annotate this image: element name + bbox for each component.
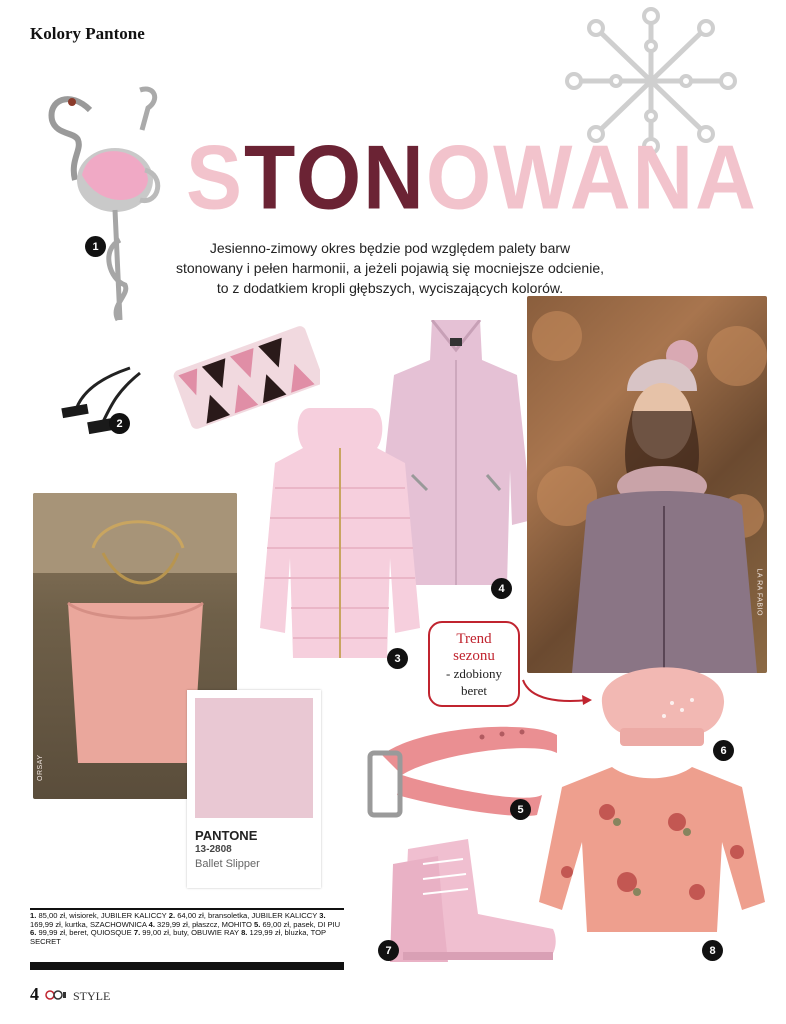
page-number: 4 — [30, 984, 39, 1004]
captions-bottom-rule — [30, 962, 344, 970]
blouse-image — [537, 762, 767, 937]
caption-text: 129,99 zł, bluzka, TOP SECRET — [30, 928, 326, 946]
belt-image — [362, 715, 562, 833]
intro-paragraph — [170, 238, 610, 298]
model-photo-credit: LA RA FABIO — [756, 568, 763, 616]
headline-part-ton: TON — [244, 126, 426, 229]
headline-part-owana: OWANA — [425, 126, 758, 229]
pantone-color-name: Ballet Slipper — [195, 858, 260, 870]
pantone-color-card — [187, 690, 321, 888]
magazine-logo-icon — [45, 990, 67, 1000]
caption-text: 329,99 zł, płaszcz, MOHITO — [154, 919, 254, 929]
caption-num: 2. — [168, 911, 176, 920]
caption-num: 4. — [148, 919, 155, 929]
model-figure-illustration — [527, 296, 767, 673]
caption-text: 99,00 zł, buty, OBUWIE RAY — [140, 928, 242, 938]
price-captions — [30, 912, 344, 946]
puffer-jacket-image — [255, 408, 425, 664]
section-label: Kolory Pantone — [30, 24, 145, 43]
intro-line: Jesienno-zimowy okres będzie pod względem palety barw — [209, 240, 571, 256]
trend-line-1: Trend — [456, 631, 492, 647]
beret-image — [592, 648, 732, 750]
item-number-2-badge: 2 — [109, 413, 130, 434]
trend-line-4: beret — [461, 683, 487, 698]
magazine-name: STYLE — [73, 989, 111, 1003]
trend-line-2: sezonu — [453, 648, 495, 664]
intro-line: stonowany i pełen harmonii, a jeżeli pojawią się mocniejsze odcienie, — [175, 260, 604, 276]
bag-photo-credit: ORSAY — [37, 754, 44, 781]
trend-arrow — [520, 675, 595, 710]
item-number-5-badge: 5 — [510, 799, 531, 820]
item-number-1-badge: 1 — [85, 236, 106, 257]
trend-line-3: - zdobiony — [446, 666, 502, 681]
trend-callout — [428, 621, 520, 707]
page-footer — [30, 984, 110, 1005]
item-number-3-badge: 3 — [387, 648, 408, 669]
intro-line: to z dodatkiem kropli głębszych, wyciszających kolorów. — [216, 280, 564, 296]
caption-num: 5. — [253, 919, 261, 929]
caption-text: 85,00 zł, wisiorek, JUBILER KALICCY — [36, 911, 169, 920]
headline-stonowana — [186, 126, 758, 229]
item-number-4-badge: 4 — [491, 578, 512, 599]
headline-part-s: S — [186, 126, 245, 229]
caption-num: 1. — [30, 911, 37, 920]
item-number-8-badge: 8 — [702, 940, 723, 961]
caption-num: 3. — [319, 911, 326, 920]
pantone-brand: PANTONE — [195, 828, 258, 843]
model-photo — [527, 296, 767, 673]
item-number-6-badge: 6 — [713, 740, 734, 761]
caption-text: 64,00 zł, bransoletka, JUBILER KALICCY — [175, 911, 320, 920]
caption-text: 169,99 zł, kurtka, SZACHOWNICA — [30, 919, 149, 929]
caption-text: 69,00 zł, pasek, DI PIU — [260, 919, 341, 929]
pantone-swatch — [195, 698, 313, 818]
flamingo-pendant-image — [30, 80, 170, 325]
captions-top-rule — [30, 908, 344, 910]
caption-num: 7. — [133, 928, 141, 938]
caption-num: 8. — [241, 928, 248, 938]
caption-text: 99,99 zł, beret, QUIOSQUE — [36, 928, 134, 938]
item-number-7-badge: 7 — [378, 940, 399, 961]
pantone-code: 13-2808 — [195, 844, 232, 855]
caption-num: 6. — [30, 928, 37, 938]
